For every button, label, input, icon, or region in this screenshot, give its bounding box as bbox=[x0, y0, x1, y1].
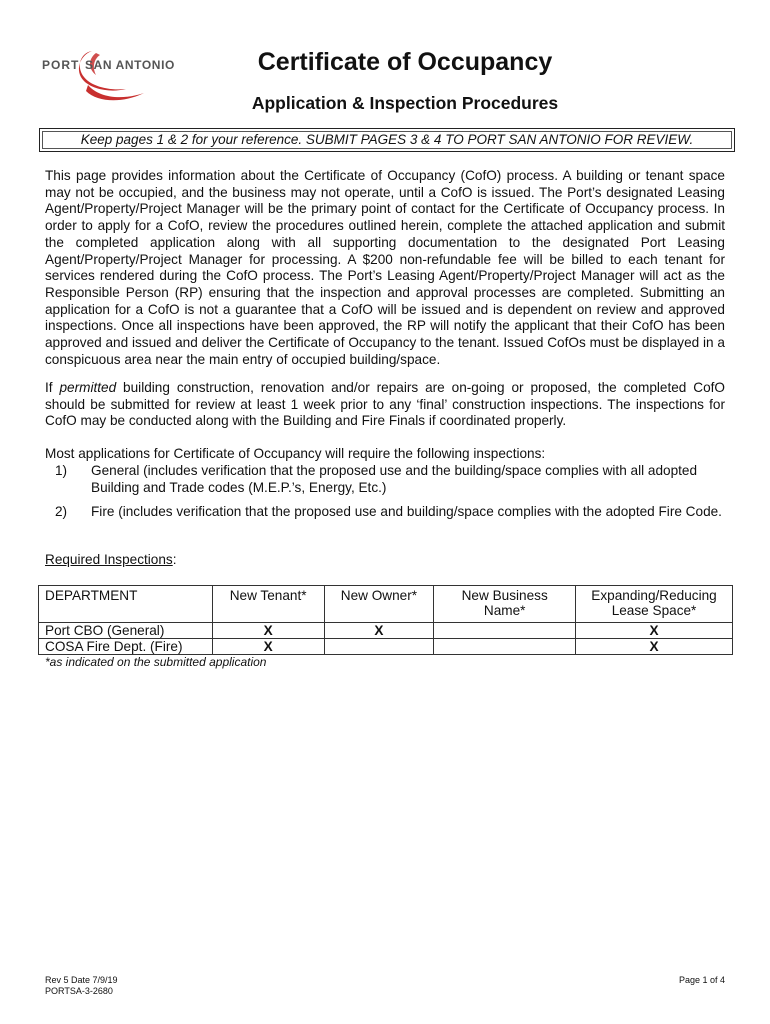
header-new-tenant: New Tenant* bbox=[212, 586, 324, 623]
list-item-number: 2) bbox=[55, 504, 68, 520]
list-item-text: General (includes verification that the proposed use and the building/space complies with all adopted Building and Trade codes (M.E.P.’s, Energy, Etc.) bbox=[91, 463, 698, 495]
list-item-number: 1) bbox=[55, 463, 68, 478]
row-department: COSA Fire Dept. (Fire) bbox=[39, 639, 213, 655]
cell-expanding-reducing: X bbox=[576, 623, 733, 639]
header-department: DEPARTMENT bbox=[39, 586, 213, 623]
cell-expanding-reducing: X bbox=[576, 639, 733, 655]
form-code: PORTSA-3-2680 bbox=[45, 986, 113, 996]
required-inspections-colon: : bbox=[172, 552, 177, 567]
header-new-owner: New Owner* bbox=[324, 586, 434, 623]
cell-new-tenant: X bbox=[212, 623, 324, 639]
page-subtitle: Application & Inspection Procedures bbox=[251, 93, 559, 113]
inspections-table bbox=[38, 585, 733, 655]
permitted-prefix: If bbox=[45, 380, 60, 395]
list-item bbox=[55, 504, 725, 521]
page-title: Certificate of Occupancy bbox=[257, 48, 553, 76]
cell-new-tenant: X bbox=[212, 639, 324, 655]
logo-text-port: PORT bbox=[42, 58, 80, 72]
intro-paragraph: This page provides information about the Certificate of Occupancy (CofO) process. A building or tenant space may not be occupied, and the business may not operate, until a CofO is issued. The Port’s designated Leasing Agent/Property/Project Manager will be the primary point of contact for the Certificate of Occupancy process. In order to apply for a CofO, review the procedures outlined herein, complete the attached application and submit the completed application along with all supporting documentation to the designated Port Leasing Agent/Property/Project Manager for processing. A $200 non-refundable fee will be billed to each tenant for services rendered during the CofO process. The Port’s Leasing Agent/Property/Project Manager will act as the Responsible Person (RP) ensuring that the inspection and approval processes are completed. Submitting an application for a CofO is not a guarantee that a CofO will be issued and is dependent on review and approved inspections. Once all inspections have been approved, the RP will notify the applicant that their CofO has been approved and issued and deliver the Certificate of Occupancy to the tenant. Issued CofOs must be displayed in a conspicuous area near the main entry of occupied building/space. bbox=[45, 168, 725, 367]
cell-new-business-name bbox=[434, 623, 576, 639]
inspections-intro: Most applications for Certificate of Occupancy will require the following inspections: bbox=[45, 446, 546, 461]
required-inspections-heading bbox=[45, 552, 177, 567]
header-new-business-name: New Business Name* bbox=[434, 586, 576, 623]
table-row bbox=[39, 639, 733, 655]
cell-new-owner bbox=[324, 639, 434, 655]
list-item bbox=[55, 463, 725, 496]
table-footnote: *as indicated on the submitted application bbox=[45, 655, 267, 669]
inspections-list bbox=[55, 463, 725, 529]
list-item-text: Fire (includes verification that the proposed use and building/space complies with the adopted Fire Code. bbox=[91, 504, 722, 520]
table-header-row bbox=[39, 586, 733, 623]
cell-new-owner: X bbox=[324, 623, 434, 639]
required-inspections-label: Required Inspections bbox=[45, 552, 173, 567]
table-row bbox=[39, 623, 733, 639]
revision-date: Rev 5 Date 7/9/19 bbox=[45, 975, 118, 985]
header-expanding-reducing: Expanding/Reducing Lease Space* bbox=[576, 586, 733, 623]
permitted-rest: building construction, renovation and/or repairs are on-going or proposed, the completed CofO should be submitted for review at least 1 week prior to any ‘final’ construction inspections. The inspections for CofO may be conducted along with the Building and Fire Finals if coordinated properly. bbox=[45, 380, 725, 429]
page-number: Page 1 of 4 bbox=[678, 975, 725, 985]
row-department: Port CBO (General) bbox=[39, 623, 213, 639]
permitted-paragraph bbox=[45, 380, 725, 430]
cell-new-business-name bbox=[434, 639, 576, 655]
permitted-word: permitted bbox=[59, 380, 117, 395]
logo-text-san-antonio: SAN ANTONIO bbox=[85, 58, 175, 72]
footer-revision bbox=[45, 975, 118, 997]
submission-notice: Keep pages 1 & 2 for your reference. SUBMIT PAGES 3 & 4 TO PORT SAN ANTONIO FOR REVIEW. bbox=[39, 128, 735, 152]
